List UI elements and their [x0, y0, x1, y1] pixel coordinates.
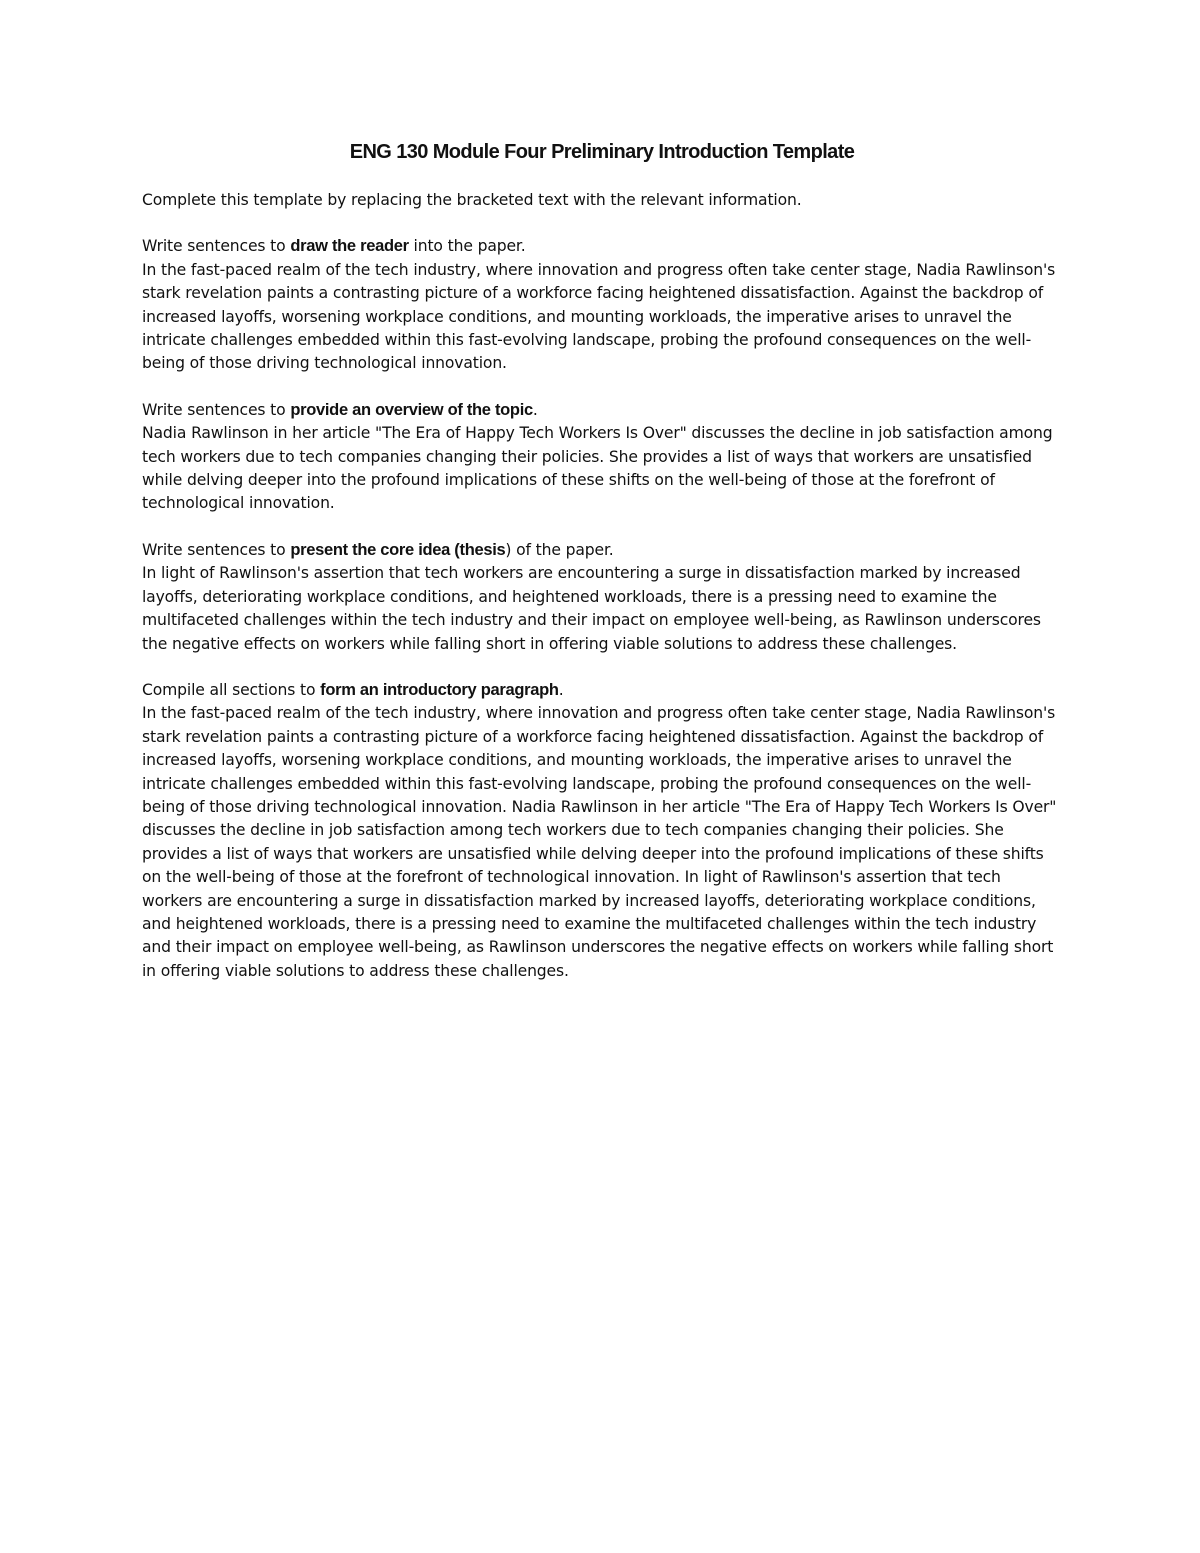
- section-answer: In the fast-paced realm of the tech industry, where innovation and progress often take center stage, Nadia Rawlinson's stark revelation paints a contrasting picture of a workforce facing heightened dissatisfaction. Against the backdrop of increased layoffs, worsening workplace conditions, and mounting workloads, the imperative arises to unravel the intricate challenges embedded within this fast-evolving landscape, probing the profound consequences on the well-being of those driving technological innovation. Nadia Rawlinson in her article "The Era of Happy Tech Workers Is Over" discusses the decline in job satisfaction among tech workers due to tech companies changing their policies. She provides a list of ways that workers are unsatisfied while delving deeper into the profound implications of these shifts on the well-being of those at the forefront of technological innovation. In light of Rawlinson's assertion that tech workers are encountering a surge in dissatisfaction marked by increased layoffs, deteriorating workplace conditions, and heightened workloads, there is a pressing need to examine the multifaceted challenges within the tech industry and their impact on employee well-being, as Rawlinson underscores the negative effects on workers while falling short in offering viable solutions to address these challenges.: [142, 704, 1057, 980]
- prompt-text: Write sentences to: [142, 400, 291, 419]
- section-answer: Nadia Rawlinson in her article "The Era of Happy Tech Workers Is Over" discusses the decline in job satisfaction among tech workers due to tech companies changing their policies. She provides a list of ways that workers are unsatisfied while delving deeper into the profound implications of these shifts on the well-being of those at the forefront of technological innovation.: [142, 424, 1053, 513]
- section-prompt: [142, 679, 1062, 702]
- section-prompt: [142, 399, 1062, 422]
- section-answer: In the fast-paced realm of the tech industry, where innovation and progress often take center stage, Nadia Rawlinson's stark revelation paints a contrasting picture of a workforce facing heightened dissatisfaction. Against the backdrop of increased layoffs, worsening workplace conditions, and mounting workloads, the imperative arises to unravel the intricate challenges embedded within this fast-evolving landscape, probing the profound consequences on the well-being of those driving technological innovation.: [142, 260, 1056, 373]
- document-title: ENG 130 Module Four Preliminary Introduction Template: [349, 141, 855, 163]
- section-prompt: [142, 539, 1062, 562]
- prompt-emphasis: form an introductory paragraph: [320, 680, 559, 699]
- section-prompt: [142, 235, 1062, 258]
- prompt-text: Write sentences to: [142, 237, 291, 256]
- section-overview: [142, 399, 1062, 516]
- prompt-emphasis: provide an overview of the topic: [290, 400, 533, 419]
- prompt-text-end: ) of the paper.: [505, 540, 614, 559]
- prompt-text: Compile all sections to: [142, 680, 321, 699]
- document-body: [142, 138, 1062, 1006]
- prompt-text: Write sentences to: [142, 540, 291, 559]
- prompt-text-end: .: [558, 680, 564, 699]
- section-thesis: [142, 539, 1062, 656]
- prompt-text-end: into the paper.: [408, 237, 526, 256]
- prompt-emphasis: draw the reader: [290, 237, 409, 256]
- section-draw-reader: [142, 235, 1062, 375]
- section-answer: In light of Rawlinson's assertion that tech workers are encountering a surge in dissatisfaction marked by increased layoffs, deteriorating workplace conditions, and heightened workloads, there is a pressing need to examine the multifaceted challenges within the tech industry and their impact on employee well-being, as Rawlinson underscores the negative effects on workers while falling short in offering viable solutions to address these challenges.: [142, 564, 1041, 653]
- section-introductory-paragraph: [142, 679, 1062, 983]
- template-instructions: Complete this template by replacing the bracketed text with the relevant information.: [142, 191, 802, 209]
- prompt-text-end: .: [532, 400, 538, 419]
- prompt-emphasis: present the core idea (thesis: [290, 540, 506, 559]
